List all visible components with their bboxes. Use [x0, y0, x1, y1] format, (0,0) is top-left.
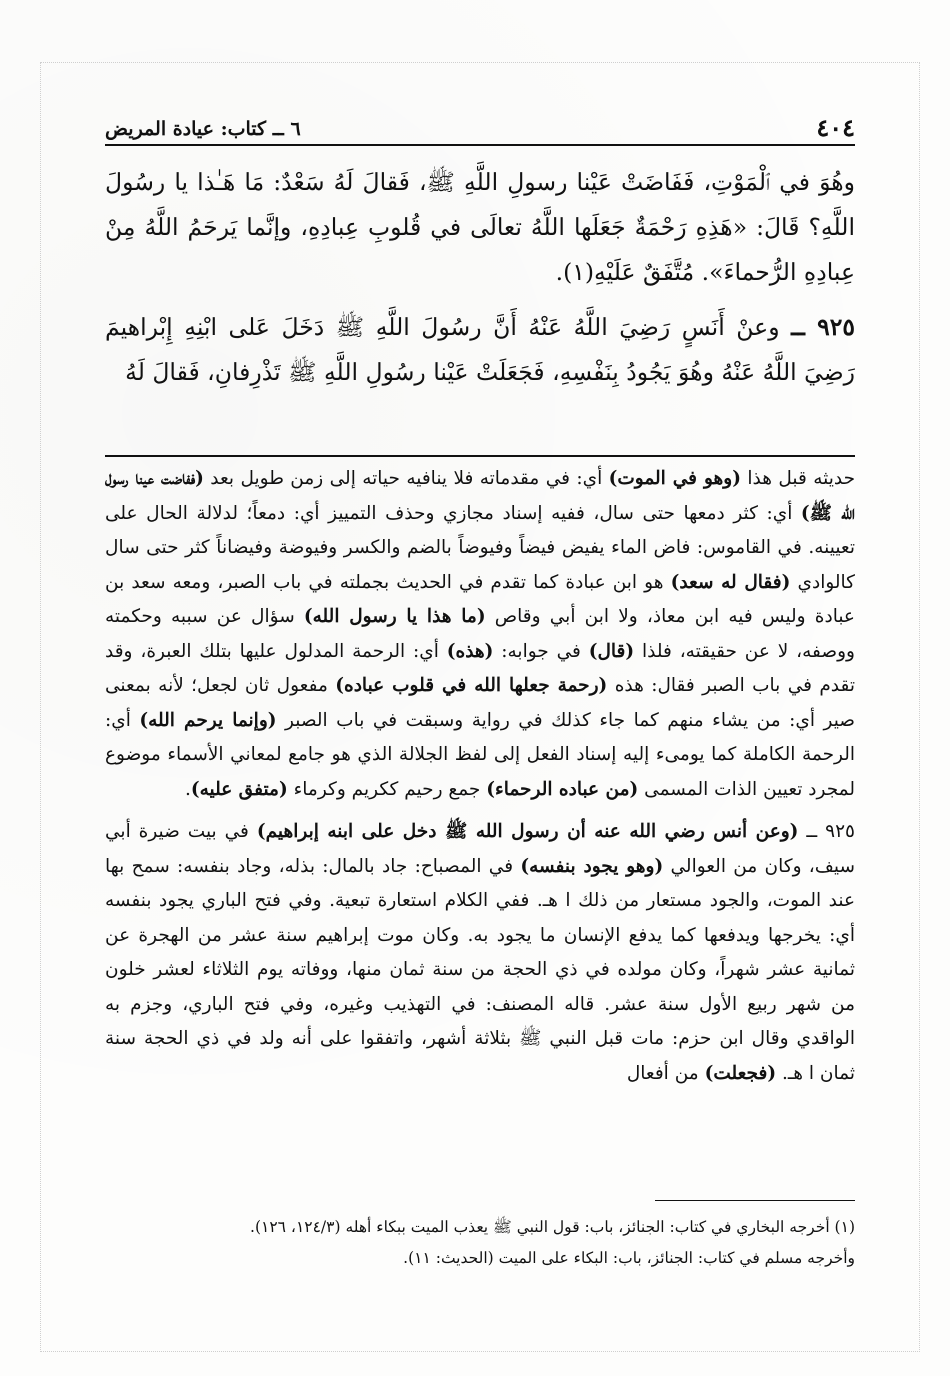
hadith-body: وعنْ أَنَسٍ رَضِيَ اللَّهُ عَنْهُ أَنَّ رسُولَ اللَّهِ ﷺ دَخَلَ عَلى ابْنِهِ إِبْراهيمَ رَضِيَ اللَّهُ عَنْهُ وهُوَ يَجُودُ بِنَفْسِهِ، فَجَعَلَتْ عَيْنا رسُولِ اللَّهِ ﷺ تَذْرِفانِ، فَقالَ لَهُ	[105, 313, 855, 386]
hadith-paragraph: وهُوَ في ٱلْمَوْتِ، فَفَاضَتْ عَيْنا رسولِ اللَّهِ ﷺ، فَقالَ لَهُ سَعْدٌ: مَا هَـٰذا يا رسُولَ اللَّهِ؟ قَالَ: «هَذِهِ رَحْمَةٌ جَعَلَها اللَّهُ تعالَى في قُلوبِ عِبادِهِ، وإنَّما يَرحَمُ اللَّهُ مِنْ عِبادِهِ الرُّحماءَ». مُتَّفَقٌ عَلَيْهِ(١).	[105, 168, 855, 286]
running-title: ٦ ــ كتاب: عيادة المريض	[105, 118, 301, 140]
commentary-text: في بيت ضيرة أبي سيف، وكان من العوالي	[105, 821, 855, 877]
text-divider	[105, 455, 855, 457]
bold-quote: (وهو في الموت)	[608, 468, 741, 489]
bold-quote: (وإنما يرحم الله)	[139, 709, 277, 731]
bold-quote: (وعن أنس رضي الله عنه أن رسول الله ﷺ دخل على ابنه إبراهيم)	[256, 821, 799, 842]
hadith-paragraph-925	[105, 305, 855, 395]
bold-quote: (رحمة جعلها الله في قلوب عباده)	[335, 675, 608, 696]
footnotes	[105, 1212, 855, 1274]
footnote-line: (١) أخرجه البخاري في كتاب: الجنائز، باب: قول النبي ﷺ يعذب الميت ببكاء أهله (١٢٤/٣، ١٢٦).	[250, 1218, 855, 1236]
commentary-text: في جوابه:	[493, 640, 589, 662]
commentary-text: سؤال عن سببه وحكمته ووصفه، لا عن حقيقته، فلذا	[105, 606, 855, 662]
commentary-text: أي: الرحمة الكاملة كما يومىء إليه إسناد الفعل إلى لفظ الجلالة الذي هو جامع لمعاني الأسماء موضوع لمجرد تعيين الذات المسمى	[105, 709, 855, 800]
bold-quote: (من عباده الرحماء)	[486, 778, 639, 800]
commentary-text: ٩٢٥ ــ	[798, 821, 855, 842]
commentary-text: جمع رحيم ككريم وكرماء	[287, 778, 487, 800]
footnote-divider	[655, 1200, 855, 1201]
hadith-text	[105, 160, 855, 395]
commentary-text: أي: في مقدماته فلا ينافيه حياته إلى زمن طويل بعد	[203, 468, 609, 489]
commentary-paragraph	[105, 462, 855, 807]
bold-quote: (وهو يجود بنفسه)	[520, 855, 664, 877]
commentary-text: .	[184, 778, 191, 800]
commentary-text: في المصباح: جاد بالمال: بذله، وجاد بنفسه: سمح بها عند الموت، والجود مستعار من ذلك ا هـ. ففي الكلام استعارة تبعية. وفي فتح الباري يجود بنفسه أي: يخرجها ويدفعها كما يدفع الإنسان ما يجود به. وكان موت إبراهيم سنة عشر من الهجرة عن ثمانية عشر شهراً، وكان مولده في ذي الحجة من سنة ثمان منها، ووفاته يوم الثلاثاء لعشر خلون من شهر ربيع الأول سنة عشر. قاله المصنف: في التهذيب وغيره، وفي فتح الباري، وجزم به الواقدي وقال ابن حزم: مات قبل النبي ﷺ بثلاثة أشهر، واتفقوا على أنه ولد في ذي الحجة سنة ثمان ا هـ.	[105, 855, 855, 1084]
page-header	[105, 108, 855, 146]
bold-quote: (متفق عليه)	[190, 778, 288, 800]
commentary-text: أي: الرحمة المدلول عليها بتلك العبرة، وقد تقدم في باب الصبر فقال: هذه	[105, 640, 856, 696]
commentary-text: من أفعال	[626, 1062, 705, 1084]
commentary-text: حديثه قبل هذا	[740, 468, 856, 489]
footnote-line: وأخرجه مسلم في كتاب: الجنائز، باب: البكاء على الميت (الحديث: ١١).	[403, 1249, 855, 1267]
commentary-text: مفعول ثان لجعل؛ لأنه بمعنى صير أي: من يشاء منهم كما جاء كذلك في رواية وسبقت في باب الصبر	[105, 675, 855, 731]
bold-quote: (هذه)	[446, 640, 494, 662]
hadith-number: ٩٢٥ ــ	[791, 313, 855, 341]
bold-quote: (فجعلت)	[704, 1062, 777, 1084]
bold-quote: (قال)	[588, 640, 635, 662]
bold-quote: (فقال له سعد)	[670, 571, 791, 593]
commentary-text: أي: كثر دمعها حتى سال، ففيه إسناد مجازي وحذف التمييز أي: دمعاً؛ لدلالة الحال على تعيينه. في القاموس: فاض الماء يفيض فيضاً وفيوضاً بالضم والكسر وفيوضة وفيضاناً كثر حتى سال كالوادي	[105, 502, 855, 593]
page-number: ٤٠٤	[816, 113, 855, 142]
commentary	[105, 462, 855, 1091]
commentary-paragraph-925	[105, 815, 855, 1091]
bold-quote: (ما هذا يا رسول الله)	[303, 606, 486, 627]
commentary-text: هو ابن عبادة كما تقدم في الحديث بجملته في باب الصبر، ومعه سعد بن عبادة وليس فيه ابن معاذ، ولا ابن أبي وقاص	[105, 571, 855, 627]
bold-quote: (ففاضت عينا رسول الله ﷺ)	[105, 468, 855, 524]
